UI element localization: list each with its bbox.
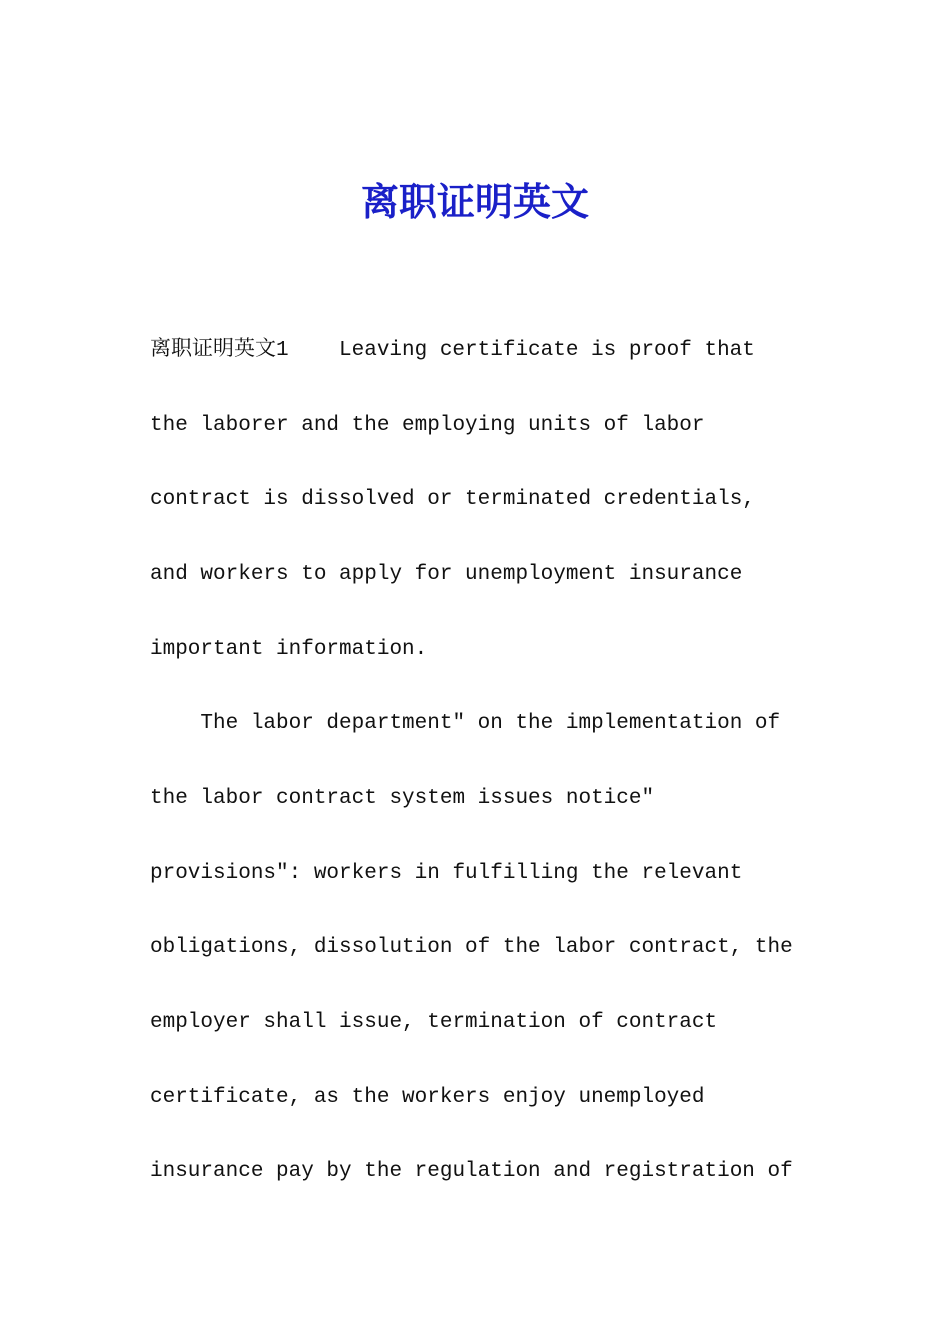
body-line: and workers to apply for unemployment insurance — [150, 563, 743, 586]
body-line: the labor contract system issues notice″ — [150, 787, 655, 810]
body-line: contract is dissolved or terminated credentials, — [150, 488, 755, 511]
document-title: 离职证明英文 — [360, 179, 589, 224]
body-line: 离职证明英文1 Leaving certificate is proof that — [150, 339, 755, 362]
body-line: the laborer and the employing units of labor — [150, 414, 705, 437]
body-line: insurance pay by the regulation and registration of — [150, 1160, 793, 1183]
body-line: obligations, dissolution of the labor contract, the — [150, 936, 793, 959]
body-line: The labor department″ on the implementation of — [150, 712, 781, 735]
body-line: employer shall issue, termination of contract — [150, 1011, 718, 1034]
body-line: certificate, as the workers enjoy unemployed — [150, 1086, 705, 1109]
body-line: important information. — [150, 638, 428, 661]
body-line: provisions″: workers in fulfilling the relevant — [150, 862, 743, 885]
